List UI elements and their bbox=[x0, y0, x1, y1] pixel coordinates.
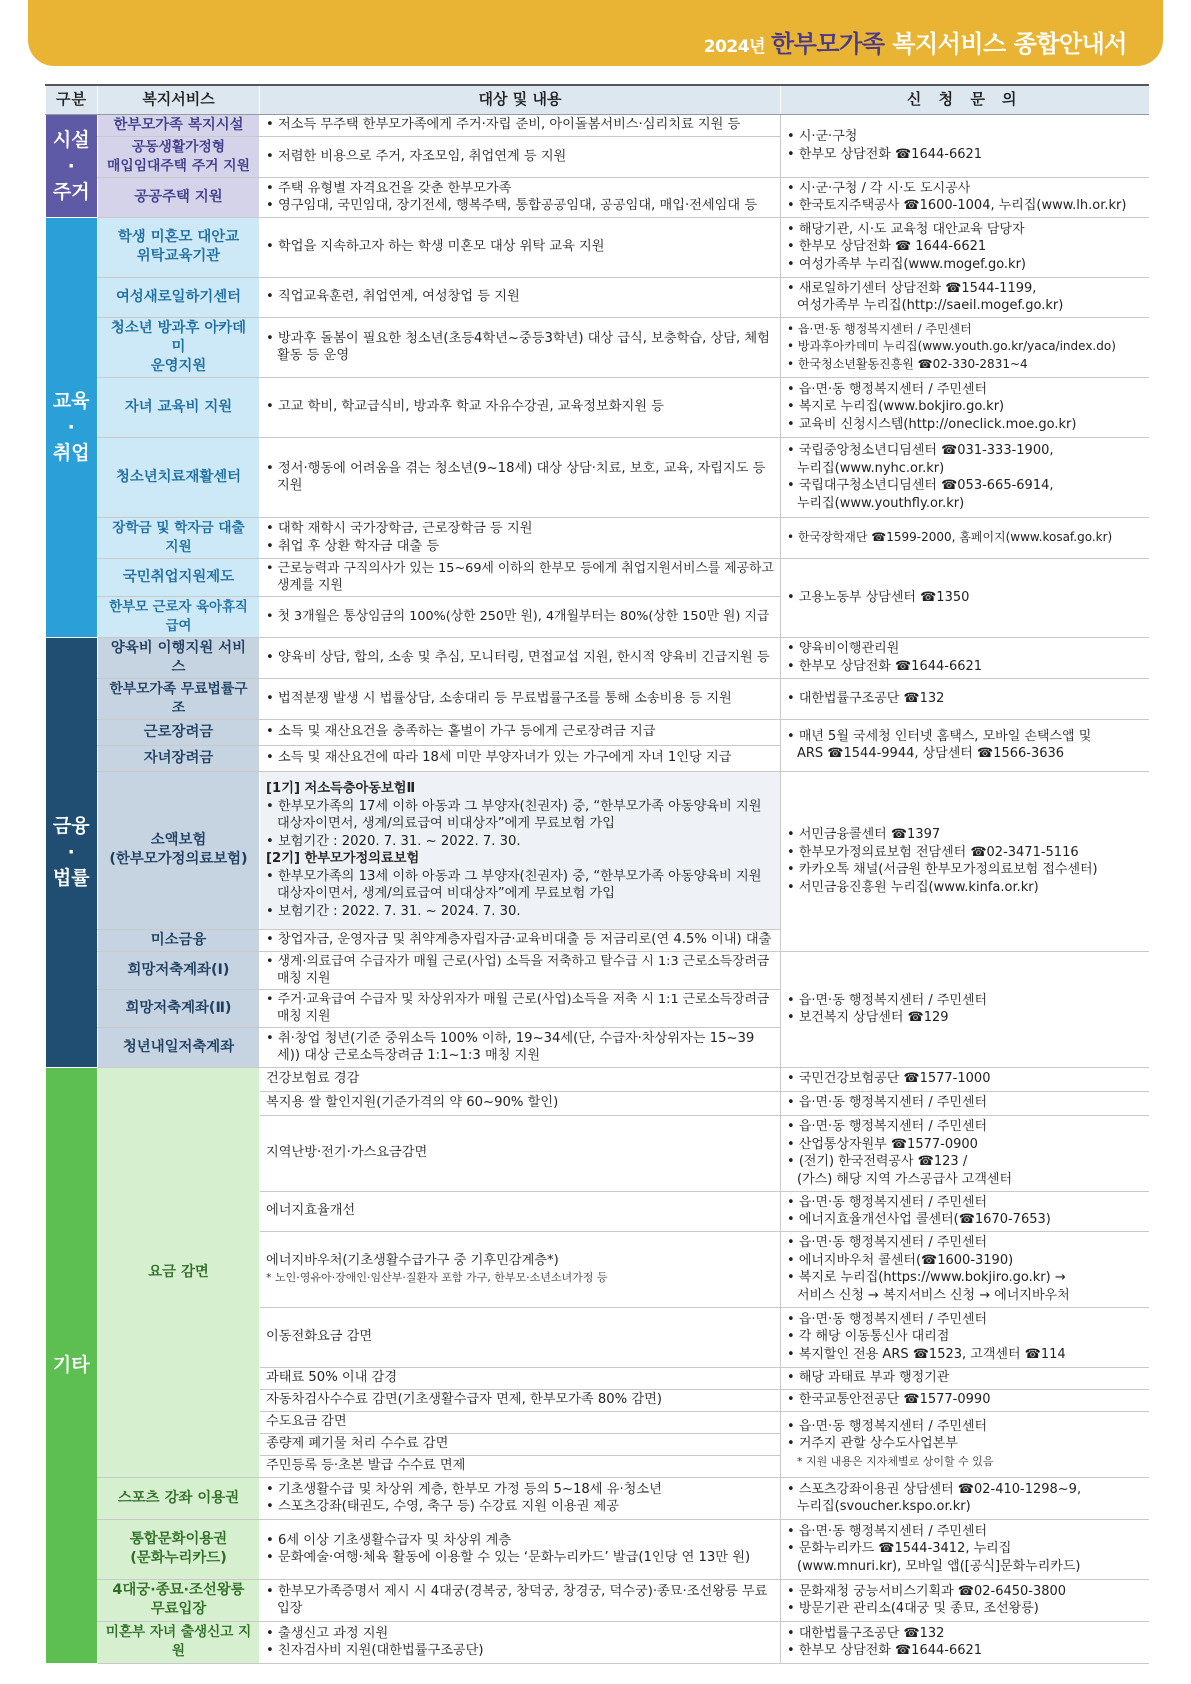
inquiry-item: 누리집(www.youthfly.or.kr) bbox=[797, 495, 965, 511]
service-name: 공동생활가정형 매입임대주택 주거 지원 bbox=[98, 136, 260, 177]
inquiry-item: • 한부모 상담전화 ☎1644-6621 bbox=[787, 1642, 1143, 1660]
table-row bbox=[46, 719, 1149, 745]
desc-item: • 한부모가족증명서 제시 시 4대궁(경복궁, 창덕궁, 창경궁, 덕수궁)·종묘·조선왕릉 무료입장 bbox=[266, 1583, 774, 1618]
category-label: 교육 bbox=[52, 390, 90, 412]
desc-item: • 주택 유형별 자격요건을 갖춘 한부모가족 bbox=[266, 180, 774, 198]
inquiry-item: (가스) 해당 지역 가스공급사 고객센터 bbox=[797, 1171, 1013, 1187]
service-name: 한부모가족 복지시설 bbox=[98, 114, 260, 136]
service-desc bbox=[260, 637, 781, 678]
category-dot: · bbox=[67, 154, 75, 177]
desc-item: • 출생신고 과정 지원 bbox=[266, 1625, 774, 1643]
service-name: 미혼부 자녀 출생신고 지원 bbox=[98, 1621, 260, 1663]
desc-item: • 취업 후 상환 학자금 대출 등 bbox=[266, 538, 774, 556]
desc-item: • 법적분쟁 발생 시 법률상담, 소송대리 등 무료법률구조를 통해 소송비용 등 지원 bbox=[266, 690, 774, 708]
category-label: 시설 bbox=[52, 128, 90, 151]
inquiry-item: • 여성가족부 누리집(www.mogef.go.kr) bbox=[787, 256, 1143, 274]
desc-item: • 생계·의료급여 수급자가 매월 근로(사업) 소득을 저축하고 탈수급 시 1:3 근로소득장려금 매칭 지원 bbox=[266, 953, 774, 988]
inquiry-item: • 한국토지주택공사 ☎1600-1004, 누리집(www.lh.or.kr) bbox=[787, 197, 1143, 215]
inquiry-item: • 에너지바우처 콜센터(☎1600-3190) bbox=[787, 1252, 1143, 1270]
service-desc bbox=[260, 745, 781, 771]
service-inquiry bbox=[781, 558, 1149, 637]
service-desc bbox=[260, 771, 781, 929]
table-row bbox=[46, 1579, 1149, 1621]
inquiry-item: • (전기) 한국전력공사 ☎123 / bbox=[787, 1153, 1143, 1171]
service-desc bbox=[260, 1621, 781, 1663]
document-title bbox=[704, 24, 1127, 59]
service-desc bbox=[260, 317, 781, 377]
inquiry-item: (www.mnuri.kr), 모바일 앱([공식]문화누리카드) bbox=[797, 1558, 1081, 1574]
table-row bbox=[46, 517, 1149, 558]
service-desc bbox=[260, 114, 781, 136]
inquiry-item: • 서민금융콜센터 ☎1397 bbox=[787, 826, 1143, 844]
category-housing bbox=[46, 114, 98, 217]
inquiry-item: • 한부모 상담전화 ☎1644-6621 bbox=[787, 658, 1143, 676]
service-inquiry bbox=[781, 1067, 1149, 1091]
service-name: 미소금융 bbox=[98, 929, 260, 951]
category-education bbox=[46, 217, 98, 637]
service-inquiry bbox=[781, 1579, 1149, 1621]
inquiry-item: • 방문기관 관리소(4대궁 및 종묘, 조선왕릉) bbox=[787, 1600, 1143, 1618]
desc-item: 수도요금 감면 bbox=[266, 1414, 347, 1430]
service-desc bbox=[260, 1191, 781, 1231]
service-name: 장학금 및 학자금 대출 지원 bbox=[98, 517, 260, 558]
service-desc bbox=[260, 1115, 781, 1191]
inquiry-item: • 고용노동부 상담센터 ☎1350 bbox=[787, 589, 1143, 607]
inquiry-item: • 문화재청 궁능서비스기획과 ☎02-6450-3800 bbox=[787, 1583, 1143, 1601]
desc-item: • 한부모가족의 17세 이하 아동과 그 부양자(친권자) 중, “한부모가족 아동양육비 지원대상자이면서, 생계/의료급여 비대상자”에게 무료보험 가입 bbox=[266, 798, 774, 833]
service-name: 요금 감면 bbox=[98, 1067, 260, 1477]
service-inquiry bbox=[781, 1367, 1149, 1389]
inquiry-item: • 대한법률구조공단 ☎132 bbox=[787, 690, 1143, 708]
desc-item: • 직업교육훈련, 취업연계, 여성창업 등 지원 bbox=[266, 288, 774, 306]
desc-item: • 소득 및 재산요건을 충족하는 홑벌이 가구 등에게 근로장려금 지급 bbox=[266, 723, 774, 741]
category-dot: · bbox=[67, 841, 75, 863]
category-finance bbox=[46, 637, 98, 1067]
service-inquiry bbox=[781, 1621, 1149, 1663]
header-inquiry: 신 청 문 의 bbox=[781, 85, 1149, 114]
category-etc bbox=[46, 1067, 98, 1663]
service-desc bbox=[260, 1389, 781, 1411]
service-inquiry bbox=[781, 1091, 1149, 1115]
service-name: 자녀 교육비 지원 bbox=[98, 377, 260, 437]
desc-item: • 고교 학비, 학교급식비, 방과후 학교 자유수강권, 교육정보화지원 등 bbox=[266, 398, 774, 416]
service-inquiry bbox=[781, 678, 1149, 719]
inquiry-item: • 산업통상자원부 ☎1577-0900 bbox=[787, 1136, 1143, 1154]
desc-item: 에너지효율개선 bbox=[266, 1203, 356, 1219]
service-inquiry bbox=[781, 719, 1149, 771]
inquiry-item: • 읍·면·동 행정복지센터 / 주민센터 bbox=[787, 321, 1143, 339]
desc-item: 이동전화요금 감면 bbox=[266, 1329, 373, 1345]
desc-item: • 취·창업 청년(기준 중위소득 100% 이하, 19~34세(단, 수급자·차상위자는 15~39세)) 대상 근로소득장려금 1:1~1:3 매칭 지원 bbox=[266, 1030, 774, 1065]
service-name: 청소년 방과후 아카데미 운영지원 bbox=[98, 317, 260, 377]
service-desc bbox=[260, 1519, 781, 1579]
inquiry-item: • 읍·면·동 행정복지센터 / 주민센터 bbox=[787, 1118, 1143, 1136]
service-name: 소액보험 (한부모가정의료보험) bbox=[98, 771, 260, 929]
service-name: 희망저축계좌(Ⅰ) bbox=[98, 951, 260, 989]
desc-item: • 창업자금, 운영자금 및 취약계층자립자금·교육비대출 등 저금리로(연 4.5% 이내) 대출 bbox=[266, 931, 774, 949]
inquiry-item: • 해당기관, 시·도 교육청 대안교육 담당자 bbox=[787, 221, 1143, 239]
category-dot: · bbox=[67, 416, 75, 438]
desc-item: • 보험기간 : 2020. 7. 31. ~ 2022. 7. 30. bbox=[266, 833, 774, 851]
desc-item: 지역난방·전기·가스요금감면 bbox=[266, 1145, 428, 1161]
table-header-row bbox=[46, 85, 1149, 114]
table-row bbox=[46, 317, 1149, 377]
inquiry-item: • 방과후아카데미 누리집(www.youth.go.kr/yaca/index.do) bbox=[787, 338, 1143, 356]
inquiry-item: • 카카오톡 채널(서금원 한부모가정의료보험 접수센터) bbox=[787, 861, 1143, 879]
desc-item: • 대학 재학시 국가장학금, 근로장학금 등 지원 bbox=[266, 520, 774, 538]
desc-item: 종량제 폐기물 처리 수수료 감면 bbox=[266, 1436, 449, 1452]
service-inquiry bbox=[781, 1231, 1149, 1307]
inquiry-item: • 시·군·구청 / 각 시·도 도시공사 bbox=[787, 180, 1143, 198]
service-name: 양육비 이행지원 서비스 bbox=[98, 637, 260, 678]
header-content: 대상 및 내용 bbox=[260, 85, 781, 114]
service-desc bbox=[260, 1067, 781, 1091]
service-desc bbox=[260, 517, 781, 558]
service-name: 4대궁·종묘·조선왕릉 무료입장 bbox=[98, 1579, 260, 1621]
inquiry-item: • 한부모 상담전화 ☎1644-6621 bbox=[787, 146, 1143, 164]
service-name: 희망저축계좌(Ⅱ) bbox=[98, 989, 260, 1027]
service-desc bbox=[260, 277, 781, 317]
service-name: 국민취업지원제도 bbox=[98, 558, 260, 596]
inquiry-item: • 읍·면·동 행정복지센터 / 주민센터 bbox=[787, 992, 1143, 1010]
desc-item: 에너지바우처(기초생활수급가구 중 기후민감계층*) bbox=[266, 1252, 559, 1268]
inquiry-item: • 시·군·구청 bbox=[787, 128, 1143, 146]
service-desc bbox=[260, 136, 781, 177]
service-inquiry bbox=[781, 217, 1149, 277]
service-name: 청년내일저축계좌 bbox=[98, 1027, 260, 1067]
table-row bbox=[46, 678, 1149, 719]
desc-item: 건강보험료 경감 bbox=[266, 1071, 360, 1087]
inquiry-item: • 거주지 관할 상수도사업본부 bbox=[787, 1435, 1143, 1453]
table-row bbox=[46, 1477, 1149, 1519]
service-inquiry bbox=[781, 951, 1149, 1067]
service-desc bbox=[260, 1091, 781, 1115]
service-desc bbox=[260, 558, 781, 596]
inquiry-item: • 해당 과태료 부과 행정기관 bbox=[787, 1369, 1143, 1387]
inquiry-item: • 복지로 누리집(https://www.bokjiro.go.kr) → bbox=[787, 1269, 1143, 1287]
table-row bbox=[46, 1067, 1149, 1091]
service-desc bbox=[260, 1579, 781, 1621]
inquiry-note: * 지원 내용은 지자체별로 상이할 수 있음 bbox=[797, 1454, 994, 1468]
desc-item: • 영구임대, 국민임대, 장기전세, 행복주택, 통합공공임대, 공공임대, 매입·전세임대 등 bbox=[266, 197, 774, 215]
desc-item: • 6세 이상 기초생활수급자 및 차상위 계층 bbox=[266, 1532, 774, 1550]
service-name: 학생 미혼모 대안교 위탁교육기관 bbox=[98, 217, 260, 277]
category-label: 주거 bbox=[52, 180, 90, 203]
desc-item: 자동차검사수수료 감면(기초생활수급자 면제, 한부모가족 80% 감면) bbox=[266, 1392, 662, 1408]
inquiry-item: • 읍·면·동 행정복지센터 / 주민센터 bbox=[787, 1234, 1143, 1252]
service-inquiry bbox=[781, 1191, 1149, 1231]
inquiry-item: • 교육비 신청시스템(http://oneclick.moe.go.kr) bbox=[787, 416, 1143, 434]
table-row bbox=[46, 637, 1149, 678]
service-desc bbox=[260, 1027, 781, 1067]
inquiry-item: • 문화누리카드 ☎1544-3412, 누리집 bbox=[787, 1540, 1143, 1558]
service-desc bbox=[260, 596, 781, 637]
title-org: 한부모가족 bbox=[771, 30, 885, 58]
service-inquiry bbox=[781, 114, 1149, 177]
service-name: 여성새로일하기센터 bbox=[98, 277, 260, 317]
inquiry-item: • 한부모가정의료보험 전담센터 ☎02-3471-5116 bbox=[787, 844, 1143, 862]
service-desc bbox=[260, 1231, 781, 1307]
service-inquiry bbox=[781, 1477, 1149, 1519]
inquiry-item: • 한국교통안전공단 ☎1577-0990 bbox=[787, 1391, 1143, 1409]
table-row bbox=[46, 177, 1149, 217]
desc-item: • 친자검사비 지원(대한법률구조공단) bbox=[266, 1642, 774, 1660]
desc-item: • 보험기간 : 2022. 7. 31. ~ 2024. 7. 30. bbox=[266, 903, 774, 921]
title-rest: 복지서비스 종합안내서 bbox=[892, 30, 1127, 58]
inquiry-item: • 읍·면·동 행정복지센터 / 주민센터 bbox=[787, 1523, 1143, 1541]
service-name: 공공주택 지원 bbox=[98, 177, 260, 217]
inquiry-item: 누리집(www.nyhc.or.kr) bbox=[797, 460, 945, 476]
desc-item: 과태료 50% 이내 감경 bbox=[266, 1370, 398, 1386]
table-row bbox=[46, 1519, 1149, 1579]
inquiry-item: • 양육비이행관리원 bbox=[787, 640, 1143, 658]
service-name: 근로장려금 bbox=[98, 719, 260, 745]
inquiry-item: • 각 해당 이동통신사 대리점 bbox=[787, 1328, 1143, 1346]
desc-item: • 한부모가족의 13세 이하 아동과 그 부양자(친권자) 중, “한부모가족 아동양육비 지원대상자이면서, 생계/의료급여 비대상자”에게 무료보험 가입 bbox=[266, 868, 774, 903]
header-banner bbox=[28, 0, 1163, 66]
desc-item: 주민등록 등·초본 발급 수수료 면제 bbox=[266, 1458, 466, 1474]
desc-item: • 저소득 무주택 한부모가족에게 주거·자립 준비, 아이돌봄서비스·심리치료 지원 등 bbox=[266, 116, 774, 134]
service-name: 한부모 근로자 육아휴직급여 bbox=[98, 596, 260, 637]
desc-item: • 기초생활수급 및 차상위 계층, 한부모 가정 등의 5~18세 유·청소년 bbox=[266, 1481, 774, 1499]
inquiry-item: • 국립대구청소년디딤센터 ☎053-665-6914, bbox=[787, 477, 1143, 495]
service-desc bbox=[260, 1307, 781, 1367]
inquiry-item: • 국민건강보험공단 ☎1577-1000 bbox=[787, 1070, 1143, 1088]
desc-item: • 문화예술·여행·체육 활동에 이용할 수 있는 ‘문화누리카드’ 발급(1인당 연 13만 원) bbox=[266, 1549, 774, 1567]
inquiry-item: • 복지할인 전용 ARS ☎1523, 고객센터 ☎114 bbox=[787, 1346, 1143, 1364]
service-inquiry bbox=[781, 377, 1149, 437]
table-row bbox=[46, 437, 1149, 517]
table-row bbox=[46, 277, 1149, 317]
service-inquiry bbox=[781, 1307, 1149, 1367]
desc-item: • 첫 3개월은 통상임금의 100%(상한 250만 원), 4개월부터는 80%(상한 150만 원) 지급 bbox=[266, 608, 774, 626]
service-desc bbox=[260, 1455, 781, 1477]
inquiry-item: • 읍·면·동 행정복지센터 / 주민센터 bbox=[787, 381, 1143, 399]
service-name: 한부모가족 무료법률구조 bbox=[98, 678, 260, 719]
inquiry-item: • 읍·면·동 행정복지센터 / 주민센터 bbox=[787, 1194, 1143, 1212]
title-year: 2024년 bbox=[703, 37, 766, 57]
inquiry-item: • 읍·면·동 행정복지센터 / 주민센터 bbox=[787, 1418, 1143, 1436]
desc-item: 복지용 쌀 할인지원(기준가격의 약 60~90% 할인) bbox=[266, 1095, 559, 1111]
service-desc bbox=[260, 951, 781, 989]
service-name: 청소년치료재활센터 bbox=[98, 437, 260, 517]
header-category: 구분 bbox=[46, 85, 98, 114]
category-label: 취업 bbox=[52, 442, 90, 464]
service-desc bbox=[260, 217, 781, 277]
service-inquiry bbox=[781, 637, 1149, 678]
table-row bbox=[46, 114, 1149, 136]
desc-item: • 근로능력과 구직의사가 있는 15~69세 이하의 한부모 등에게 취업지원서비스를 제공하고 생계를 지원 bbox=[266, 560, 774, 595]
service-inquiry bbox=[781, 771, 1149, 951]
table-row bbox=[46, 558, 1149, 596]
category-label: 기타 bbox=[52, 1354, 90, 1376]
inquiry-item: • 스포츠강좌이용권 상담센터 ☎02-410-1298~9, bbox=[787, 1481, 1143, 1499]
service-desc bbox=[260, 177, 781, 217]
header-service: 복지서비스 bbox=[98, 85, 260, 114]
inquiry-item: • 에너지효율개선사업 콜센터(☎1670-7653) bbox=[787, 1211, 1143, 1229]
desc-subtitle: [2기] 한부모가정의료보험 bbox=[266, 851, 420, 866]
desc-item: • 저렴한 비용으로 주거, 자조모임, 취업연계 등 지원 bbox=[266, 148, 774, 166]
service-inquiry bbox=[781, 437, 1149, 517]
service-desc bbox=[260, 377, 781, 437]
category-label: 법률 bbox=[52, 867, 90, 889]
table-row bbox=[46, 1621, 1149, 1663]
inquiry-item: • 읍·면·동 행정복지센터 / 주민센터 bbox=[787, 1311, 1143, 1329]
desc-subtitle: [1기] 저소득층아동보험Ⅱ bbox=[266, 781, 416, 796]
desc-item: • 학업을 지속하고자 하는 학생 미혼모 대상 위탁 교육 지원 bbox=[266, 238, 774, 256]
table-row bbox=[46, 217, 1149, 277]
desc-item: • 소득 및 재산요건에 따라 18세 미만 부양자녀가 있는 가구에게 자녀 1인당 지급 bbox=[266, 749, 774, 767]
service-inquiry bbox=[781, 317, 1149, 377]
inquiry-item: • 매년 5월 국세청 인터넷 홈택스, 모바일 손택스앱 및 bbox=[787, 728, 1143, 746]
inquiry-item: • 대한법률구조공단 ☎132 bbox=[787, 1625, 1143, 1643]
inquiry-item: 누리집(svoucher.kspo.or.kr) bbox=[797, 1499, 971, 1514]
service-desc bbox=[260, 1433, 781, 1455]
service-desc bbox=[260, 1411, 781, 1433]
service-desc bbox=[260, 437, 781, 517]
service-desc bbox=[260, 719, 781, 745]
service-name: 스포츠 강좌 이용권 bbox=[98, 1477, 260, 1519]
service-inquiry bbox=[781, 1411, 1149, 1477]
service-name: 자녀장려금 bbox=[98, 745, 260, 771]
service-desc bbox=[260, 1367, 781, 1389]
desc-item: • 정서·행동에 어려움을 겪는 청소년(9~18세) 대상 상담·치료, 보호, 교육, 자립지도 등 지원 bbox=[266, 460, 774, 495]
service-inquiry bbox=[781, 177, 1149, 217]
desc-note: * 노인·영유아·장애인·임산부·질환자 포함 가구, 한부모·소년소녀가정 등 bbox=[266, 1271, 608, 1284]
desc-item: • 스포츠강좌(태권도, 수영, 축구 등) 수강료 지원 이용권 제공 bbox=[266, 1498, 774, 1516]
service-inquiry bbox=[781, 1389, 1149, 1411]
inquiry-item: 여성가족부 누리집(http://saeil.mogef.go.kr) bbox=[797, 298, 1064, 313]
service-desc bbox=[260, 929, 781, 951]
inquiry-item: • 새로일하기센터 상담전화 ☎1544-1199, bbox=[787, 280, 1143, 298]
inquiry-item: ARS ☎1544-9944, 상담센터 ☎1566-3636 bbox=[797, 746, 1065, 761]
category-label: 금융 bbox=[52, 815, 90, 837]
inquiry-item: • 국립중앙청소년디딤센터 ☎031-333-1900, bbox=[787, 442, 1143, 460]
desc-item: • 방과후 돌봄이 필요한 청소년(초등4학년~중등3학년) 대상 급식, 보충학습, 상담, 체험활동 등 운영 bbox=[266, 330, 774, 365]
table-row bbox=[46, 771, 1149, 929]
inquiry-item: • 읍·면·동 행정복지센터 / 주민센터 bbox=[787, 1094, 1143, 1112]
desc-item: • 주거·교육급여 수급자 및 차상위자가 매월 근로(사업)소득을 저축 시 1:1 근로소득장려금 매칭 지원 bbox=[266, 991, 774, 1026]
inquiry-item: 서비스 신청 → 복지서비스 신청 → 에너지바우처 bbox=[797, 1287, 1070, 1303]
service-name: 통합문화이용권 (문화누리카드) bbox=[98, 1519, 260, 1579]
service-inquiry bbox=[781, 277, 1149, 317]
inquiry-item: • 한국청소년활동진흥원 ☎02-330-2831~4 bbox=[787, 356, 1143, 374]
inquiry-item: • 보건복지 상담센터 ☎129 bbox=[787, 1009, 1143, 1027]
table-row bbox=[46, 951, 1149, 989]
service-desc bbox=[260, 1477, 781, 1519]
service-desc bbox=[260, 678, 781, 719]
inquiry-item: • 한부모 상담전화 ☎ 1644-6621 bbox=[787, 238, 1143, 256]
service-desc bbox=[260, 989, 781, 1027]
inquiry-item: • 한국장학재단 ☎1599-2000, 홈페이지(www.kosaf.go.kr) bbox=[787, 529, 1143, 547]
service-inquiry bbox=[781, 1519, 1149, 1579]
service-inquiry bbox=[781, 1115, 1149, 1191]
desc-item: • 양육비 상담, 합의, 소송 및 추심, 모니터링, 면접교섭 지원, 한시적 양육비 긴급지원 등 bbox=[266, 649, 774, 667]
service-table bbox=[45, 84, 1149, 1664]
service-inquiry bbox=[781, 517, 1149, 558]
inquiry-item: • 복지로 누리집(www.bokjiro.go.kr) bbox=[787, 398, 1143, 416]
table-row bbox=[46, 377, 1149, 437]
inquiry-item: • 서민금융진흥원 누리집(www.kinfa.or.kr) bbox=[787, 879, 1143, 897]
